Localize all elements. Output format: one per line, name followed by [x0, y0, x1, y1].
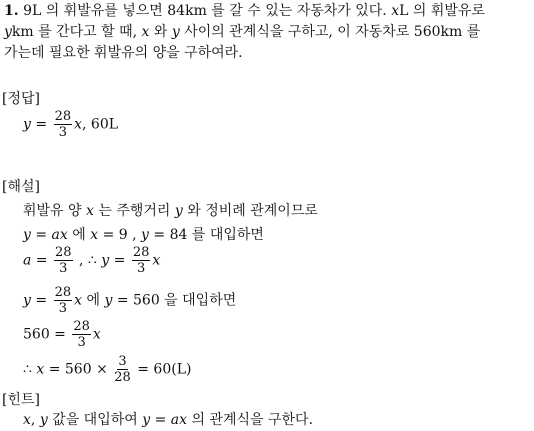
var-x: x [23, 412, 31, 428]
fraction [54, 110, 73, 139]
numerator: 28 [132, 245, 150, 260]
var-x: x [74, 116, 83, 133]
fraction [54, 246, 73, 275]
denominator: 3 [58, 301, 67, 316]
equation: y = ax [142, 412, 188, 428]
numerator: 28 [54, 109, 72, 124]
answer-equation [23, 110, 118, 139]
text: 에 [82, 292, 105, 309]
var-y: y [23, 292, 31, 309]
problem-line-3 [4, 44, 243, 62]
var-a: a [23, 252, 32, 269]
answer-value: , 60L [82, 116, 119, 133]
text: 에 [67, 227, 91, 243]
text: 와 정비례 관계이므로 [182, 203, 318, 219]
text: = [109, 252, 130, 269]
text: 는 주행거리 [93, 203, 175, 219]
problem-text: 사이의 관계식을 구하고, 이 자동차로 560km 를 [179, 24, 481, 40]
problem-text: 와 [149, 24, 172, 40]
text: = 560 × [44, 361, 113, 378]
hint-line [23, 411, 313, 429]
fraction [54, 286, 73, 315]
explanation-line-4 [23, 286, 236, 315]
text: = 84 를 대입하면 [148, 227, 264, 243]
explanation-line-3 [23, 246, 160, 275]
text: = 9 , [98, 227, 142, 243]
denominator: 28 [114, 370, 131, 385]
text: 값을 대입하여 [47, 412, 143, 428]
numerator: 28 [73, 319, 90, 334]
text: 의 관계식을 구한다. [187, 412, 314, 428]
denominator: 3 [59, 261, 68, 276]
problem-text: 가는데 필요한 휘발유의 양을 구하여라. [4, 45, 243, 61]
var-x: x [74, 292, 83, 309]
text: , ∴ [74, 252, 102, 269]
numerator: 28 [54, 285, 72, 300]
hint-header: [힌트] [2, 392, 40, 408]
denominator: 3 [58, 125, 67, 140]
text: , [30, 412, 40, 428]
problem-line-1 [4, 2, 485, 20]
var-y: y [141, 227, 149, 243]
var-y: y [23, 116, 31, 133]
explanation-line-2 [23, 226, 264, 244]
text: = [30, 292, 52, 309]
fraction [72, 320, 91, 349]
problem-text: L 의 휘발유로 [399, 3, 485, 19]
text: = 560 을 대입하면 [112, 292, 237, 309]
denominator: 3 [77, 335, 86, 350]
var-x: x [141, 24, 150, 40]
problem-number: 1. [4, 3, 19, 19]
text: 휘발유 양 [23, 203, 86, 219]
explanation-line-6 [23, 355, 191, 384]
problem-text: km 를 간다고 할 때, [11, 24, 142, 40]
var-y: y [171, 24, 180, 40]
var-x: x [90, 227, 99, 243]
text: = [31, 252, 52, 269]
explanation-line-1 [23, 202, 318, 220]
var-y: y [104, 292, 113, 309]
var-x: x [391, 3, 400, 19]
fraction [114, 355, 131, 384]
equation: y = ax [23, 227, 68, 243]
var-x: x [36, 361, 45, 378]
var-y: y [39, 412, 48, 428]
fraction [132, 246, 151, 275]
problem-text: 9L 의 휘발유를 넣으면 84km 를 갈 수 있는 자동차가 있다. [18, 3, 392, 19]
answer-header: [정답] [2, 91, 40, 107]
numerator: 3 [118, 354, 127, 369]
var-y: y [174, 203, 183, 219]
var-x: x [92, 326, 101, 343]
var-y: y [101, 252, 110, 269]
problem-line-2 [4, 23, 480, 41]
explanation-header: [해설] [2, 179, 40, 195]
explanation-line-5 [23, 320, 101, 349]
therefore-symbol: ∴ [23, 361, 37, 378]
var-y: y [4, 24, 12, 40]
text: = 60(L) [132, 361, 192, 378]
numerator: 28 [55, 245, 72, 260]
denominator: 3 [136, 261, 146, 276]
equals: = [30, 116, 52, 133]
var-x: x [86, 203, 94, 219]
text: 560 = [23, 326, 71, 343]
var-x: x [152, 252, 161, 269]
